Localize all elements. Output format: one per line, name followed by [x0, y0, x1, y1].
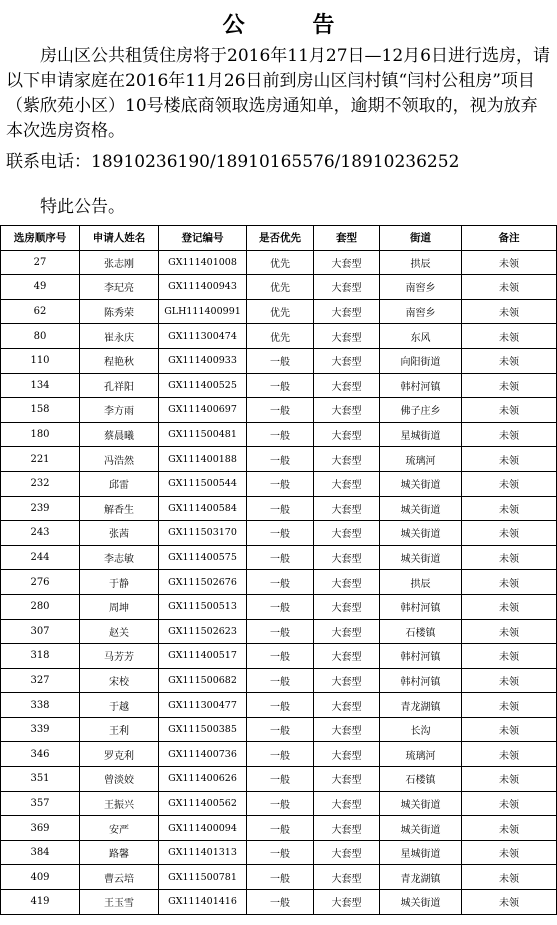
cell-order: 357 — [1, 791, 80, 816]
cell-name: 赵关 — [80, 619, 159, 644]
cell-reg-no: GX111500513 — [159, 594, 247, 619]
cell-street: 琉璃河 — [380, 447, 462, 472]
cell-priority: 一般 — [247, 791, 314, 816]
cell-unit-type: 大套型 — [314, 668, 380, 693]
cell-unit-type: 大套型 — [314, 865, 380, 890]
table-header-row — [1, 226, 557, 251]
cell-name: 于静 — [80, 570, 159, 595]
cell-street: 青龙湖镇 — [380, 693, 462, 718]
cell-unit-type: 大套型 — [314, 373, 380, 398]
cell-street: 星城街道 — [380, 422, 462, 447]
cell-name: 张志刚 — [80, 250, 159, 275]
cell-reg-no: GX111500781 — [159, 865, 247, 890]
cell-unit-type: 大套型 — [314, 742, 380, 767]
cell-remark: 未领 — [462, 348, 557, 373]
table-body — [1, 250, 557, 914]
header-name: 申请人姓名 — [80, 226, 159, 251]
cell-reg-no: GX111503170 — [159, 521, 247, 546]
table-row — [1, 767, 557, 792]
cell-remark: 未领 — [462, 422, 557, 447]
cell-unit-type: 大套型 — [314, 398, 380, 423]
cell-street: 韩村河镇 — [380, 594, 462, 619]
cell-unit-type: 大套型 — [314, 299, 380, 324]
table-row — [1, 275, 557, 300]
cell-street: 东风 — [380, 324, 462, 349]
cell-reg-no: GX111400562 — [159, 791, 247, 816]
table-row — [1, 865, 557, 890]
cell-reg-no: GX111300477 — [159, 693, 247, 718]
closing-text: 特此公告。 — [40, 197, 125, 217]
cell-name: 张茜 — [80, 521, 159, 546]
cell-street: 城关街道 — [380, 890, 462, 915]
cell-street: 城关街道 — [380, 816, 462, 841]
cell-remark: 未领 — [462, 299, 557, 324]
cell-street: 青龙湖镇 — [380, 865, 462, 890]
cell-order: 27 — [1, 250, 80, 275]
cell-reg-no: GX111400575 — [159, 545, 247, 570]
cell-reg-no: GX111300474 — [159, 324, 247, 349]
table-row — [1, 693, 557, 718]
cell-name: 陈秀荣 — [80, 299, 159, 324]
table-row — [1, 890, 557, 915]
cell-reg-no: GX111500385 — [159, 717, 247, 742]
cell-order: 384 — [1, 840, 80, 865]
cell-name: 于越 — [80, 693, 159, 718]
table-row — [1, 521, 557, 546]
cell-priority: 一般 — [247, 717, 314, 742]
table-row — [1, 840, 557, 865]
table-row — [1, 594, 557, 619]
cell-name: 王振兴 — [80, 791, 159, 816]
cell-street: 韩村河镇 — [380, 644, 462, 669]
cell-unit-type: 大套型 — [314, 545, 380, 570]
cell-unit-type: 大套型 — [314, 644, 380, 669]
cell-priority: 一般 — [247, 619, 314, 644]
table-row — [1, 545, 557, 570]
table-row — [1, 668, 557, 693]
table-row — [1, 570, 557, 595]
cell-remark: 未领 — [462, 717, 557, 742]
cell-name: 邱雷 — [80, 471, 159, 496]
table-row — [1, 717, 557, 742]
cell-order: 134 — [1, 373, 80, 398]
header-unit-type: 套型 — [314, 226, 380, 251]
cell-reg-no: GX111400188 — [159, 447, 247, 472]
cell-priority: 一般 — [247, 447, 314, 472]
cell-reg-no: GX111400933 — [159, 348, 247, 373]
cell-unit-type: 大套型 — [314, 496, 380, 521]
cell-unit-type: 大套型 — [314, 619, 380, 644]
applicant-table — [0, 225, 557, 915]
table-row — [1, 471, 557, 496]
cell-priority: 一般 — [247, 767, 314, 792]
cell-street: 长沟 — [380, 717, 462, 742]
cell-reg-no: GX111500544 — [159, 471, 247, 496]
cell-unit-type: 大套型 — [314, 324, 380, 349]
cell-name: 孔祥阳 — [80, 373, 159, 398]
cell-remark: 未领 — [462, 496, 557, 521]
cell-priority: 优先 — [247, 275, 314, 300]
cell-street: 南窖乡 — [380, 299, 462, 324]
cell-remark: 未领 — [462, 570, 557, 595]
cell-name: 安严 — [80, 816, 159, 841]
cell-priority: 一般 — [247, 890, 314, 915]
cell-unit-type: 大套型 — [314, 521, 380, 546]
table-row — [1, 324, 557, 349]
cell-order: 158 — [1, 398, 80, 423]
table-row — [1, 348, 557, 373]
header-priority: 是否优先 — [247, 226, 314, 251]
table-row — [1, 791, 557, 816]
cell-order: 49 — [1, 275, 80, 300]
cell-order: 327 — [1, 668, 80, 693]
cell-reg-no: GX111400525 — [159, 373, 247, 398]
cell-remark: 未领 — [462, 742, 557, 767]
cell-priority: 优先 — [247, 324, 314, 349]
cell-reg-no: GX111500682 — [159, 668, 247, 693]
cell-unit-type: 大套型 — [314, 275, 380, 300]
cell-priority: 一般 — [247, 693, 314, 718]
table-row — [1, 422, 557, 447]
table-row — [1, 644, 557, 669]
cell-order: 221 — [1, 447, 80, 472]
cell-street: 韩村河镇 — [380, 373, 462, 398]
cell-remark: 未领 — [462, 545, 557, 570]
cell-remark: 未领 — [462, 865, 557, 890]
cell-reg-no: GX111400736 — [159, 742, 247, 767]
cell-reg-no: GLH111400991 — [159, 299, 247, 324]
cell-order: 239 — [1, 496, 80, 521]
cell-remark: 未领 — [462, 447, 557, 472]
cell-name: 解香生 — [80, 496, 159, 521]
cell-order: 409 — [1, 865, 80, 890]
cell-street: 城关街道 — [380, 791, 462, 816]
cell-priority: 一般 — [247, 398, 314, 423]
cell-name: 王利 — [80, 717, 159, 742]
cell-remark: 未领 — [462, 816, 557, 841]
cell-remark: 未领 — [462, 791, 557, 816]
header-reg-no: 登记编号 — [159, 226, 247, 251]
cell-priority: 一般 — [247, 545, 314, 570]
cell-priority: 一般 — [247, 865, 314, 890]
cell-order: 369 — [1, 816, 80, 841]
cell-unit-type: 大套型 — [314, 250, 380, 275]
cell-order: 280 — [1, 594, 80, 619]
cell-reg-no: GX111401416 — [159, 890, 247, 915]
cell-reg-no: GX111500481 — [159, 422, 247, 447]
table-row — [1, 496, 557, 521]
cell-order: 80 — [1, 324, 80, 349]
cell-reg-no: GX111400584 — [159, 496, 247, 521]
header-remark: 备注 — [462, 226, 557, 251]
cell-unit-type: 大套型 — [314, 693, 380, 718]
cell-priority: 一般 — [247, 816, 314, 841]
cell-unit-type: 大套型 — [314, 816, 380, 841]
cell-reg-no: GX111401008 — [159, 250, 247, 275]
cell-name: 李方雨 — [80, 398, 159, 423]
table-row — [1, 619, 557, 644]
cell-street: 城关街道 — [380, 496, 462, 521]
cell-remark: 未领 — [462, 890, 557, 915]
cell-order: 339 — [1, 717, 80, 742]
cell-unit-type: 大套型 — [314, 594, 380, 619]
table-row — [1, 250, 557, 275]
cell-order: 232 — [1, 471, 80, 496]
cell-order: 243 — [1, 521, 80, 546]
cell-order: 244 — [1, 545, 80, 570]
cell-name: 周坤 — [80, 594, 159, 619]
cell-unit-type: 大套型 — [314, 791, 380, 816]
cell-remark: 未领 — [462, 840, 557, 865]
cell-order: 346 — [1, 742, 80, 767]
cell-unit-type: 大套型 — [314, 717, 380, 742]
cell-remark: 未领 — [462, 373, 557, 398]
cell-name: 曾淡姣 — [80, 767, 159, 792]
cell-name: 冯浩然 — [80, 447, 159, 472]
cell-remark: 未领 — [462, 250, 557, 275]
cell-order: 419 — [1, 890, 80, 915]
cell-name: 王玉雪 — [80, 890, 159, 915]
cell-priority: 一般 — [247, 644, 314, 669]
table-row — [1, 299, 557, 324]
cell-street: 星城街道 — [380, 840, 462, 865]
cell-priority: 优先 — [247, 250, 314, 275]
table-row — [1, 816, 557, 841]
cell-remark: 未领 — [462, 275, 557, 300]
cell-unit-type: 大套型 — [314, 348, 380, 373]
cell-remark: 未领 — [462, 644, 557, 669]
cell-street: 城关街道 — [380, 545, 462, 570]
header-order: 选房顺序号 — [1, 226, 80, 251]
cell-priority: 一般 — [247, 348, 314, 373]
cell-name: 路馨 — [80, 840, 159, 865]
cell-order: 62 — [1, 299, 80, 324]
cell-reg-no: GX111400697 — [159, 398, 247, 423]
cell-priority: 一般 — [247, 668, 314, 693]
cell-street: 石楼镇 — [380, 619, 462, 644]
cell-priority: 一般 — [247, 496, 314, 521]
cell-unit-type: 大套型 — [314, 840, 380, 865]
cell-name: 宋校 — [80, 668, 159, 693]
cell-reg-no: GX111400094 — [159, 816, 247, 841]
table-row — [1, 742, 557, 767]
cell-unit-type: 大套型 — [314, 422, 380, 447]
table-row — [1, 398, 557, 423]
cell-priority: 一般 — [247, 594, 314, 619]
cell-priority: 一般 — [247, 742, 314, 767]
cell-unit-type: 大套型 — [314, 890, 380, 915]
cell-street: 南窖乡 — [380, 275, 462, 300]
cell-reg-no: GX111400517 — [159, 644, 247, 669]
table-row — [1, 373, 557, 398]
cell-priority: 一般 — [247, 471, 314, 496]
cell-name: 曹云培 — [80, 865, 159, 890]
cell-street: 佛子庄乡 — [380, 398, 462, 423]
cell-remark: 未领 — [462, 398, 557, 423]
cell-name: 蔡晨曦 — [80, 422, 159, 447]
cell-order: 276 — [1, 570, 80, 595]
cell-street: 城关街道 — [380, 471, 462, 496]
cell-reg-no: GX111502676 — [159, 570, 247, 595]
notice-paragraph: 房山区公共租赁住房将于2016年11月27日—12月6日进行选房，请以下申请家庭在2016年11月26日前到房山区闫村镇“闫村公租房”项目（紫欣苑小区）10号楼底商领取选房通知单，逾期不领取的，视为放弃本次选房资格。 — [6, 46, 550, 141]
header-street: 街道 — [380, 226, 462, 251]
cell-name: 李志敏 — [80, 545, 159, 570]
cell-name: 罗克利 — [80, 742, 159, 767]
cell-reg-no: GX111502623 — [159, 619, 247, 644]
cell-remark: 未领 — [462, 471, 557, 496]
cell-order: 110 — [1, 348, 80, 373]
cell-street: 韩村河镇 — [380, 668, 462, 693]
cell-remark: 未领 — [462, 594, 557, 619]
cell-reg-no: GX111401313 — [159, 840, 247, 865]
cell-order: 318 — [1, 644, 80, 669]
cell-unit-type: 大套型 — [314, 471, 380, 496]
cell-priority: 一般 — [247, 422, 314, 447]
cell-order: 338 — [1, 693, 80, 718]
cell-name: 李玘亮 — [80, 275, 159, 300]
cell-unit-type: 大套型 — [314, 570, 380, 595]
cell-unit-type: 大套型 — [314, 767, 380, 792]
cell-order: 180 — [1, 422, 80, 447]
cell-street: 拱辰 — [380, 250, 462, 275]
cell-priority: 优先 — [247, 299, 314, 324]
cell-street: 石楼镇 — [380, 767, 462, 792]
cell-remark: 未领 — [462, 324, 557, 349]
cell-reg-no: GX111400943 — [159, 275, 247, 300]
cell-remark: 未领 — [462, 767, 557, 792]
cell-order: 307 — [1, 619, 80, 644]
cell-remark: 未领 — [462, 619, 557, 644]
cell-reg-no: GX111400626 — [159, 767, 247, 792]
cell-name: 马芳芳 — [80, 644, 159, 669]
cell-street: 向阳街道 — [380, 348, 462, 373]
contact-phone: 联系电话：18910236190/18910165576/18910236252 — [6, 152, 460, 172]
cell-priority: 一般 — [247, 521, 314, 546]
cell-priority: 一般 — [247, 373, 314, 398]
cell-remark: 未领 — [462, 693, 557, 718]
cell-unit-type: 大套型 — [314, 447, 380, 472]
cell-priority: 一般 — [247, 840, 314, 865]
cell-remark: 未领 — [462, 668, 557, 693]
cell-order: 351 — [1, 767, 80, 792]
cell-street: 琉璃河 — [380, 742, 462, 767]
cell-street: 城关街道 — [380, 521, 462, 546]
cell-name: 程艳秋 — [80, 348, 159, 373]
cell-priority: 一般 — [247, 570, 314, 595]
cell-remark: 未领 — [462, 521, 557, 546]
notice-title: 公 告 — [222, 12, 365, 38]
cell-street: 拱辰 — [380, 570, 462, 595]
cell-name: 崔永庆 — [80, 324, 159, 349]
table-row — [1, 447, 557, 472]
